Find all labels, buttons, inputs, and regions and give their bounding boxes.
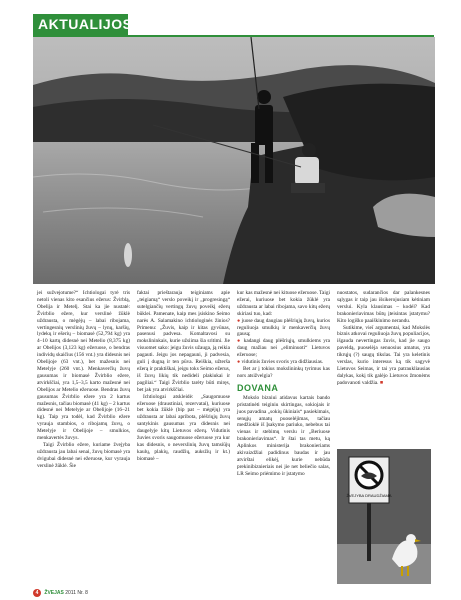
paragraph: Sutikime, vieī argumentai, kad Mokslės biznis atkovai reguliuoja žuvų populiacijos, išgauda nevertingas žuvis, kad jie saugo paveldą, puoselėja senuosius amatus, yra tikrųjų (?) saugų tikslas. Tai yra keletinis verslas, kurio interesus ką tik sagyvė Lietuvos Seimas, ir tai yra patraukliausias dalykas, kokį tik galėjo Lietuvos žmonėms padovanoti valdžia. ■ [337, 324, 430, 386]
subheading: DOVANA [237, 382, 279, 393]
column-3 [237, 290, 330, 478]
column-2 [137, 290, 230, 463]
paragraph: faktai prieštarauja teiginiams apie „teigiamą“ verslo poveikį ir „progresingą“ sutelgiančių vertingų žuvų poveikį ežerų būklei. Pamenate, kaip mes įsiskino Seimo narės A. Salamakino ichtiologinės žinios? Primenu: „Žuvis, kaip ir kitas gyvūnas, pasenusi padvesa. Komaltavosi su mokslininkais, kurie užsiima šia sritimi. Jie visuomet sako: jeigu žuvis užauga, ją reikia pagauti. Jeigu jos nepagauni, ji padvesia, guli į dugną ir ten pūva. Reiškia, užterša ežerą ir praktiškai, jeigu toks Seimo ežerus, iš žuvų likių tik nedideli plakiukai ir pagiliai.“ Taigi Žvirblio tarėty būti miręs, bet jak yra atvirkščiai. [137, 290, 230, 393]
bullet-icon: ● [237, 359, 241, 366]
paragraph: Ichtiologai atskleidė: „Saugomuose ežeruose (draustiniai, rezervatai), kuriuose bet kokia žūklė (bip pat – mėgėjų) yra uždrausta ar labai apribota, plėšriųjų žuvų santykinis gausumas yra didesnis nei daugelyje kitų Lietuvos ežerų. Vidutinis žuvies svoris saugomuose ežeruose yra kur kas didesnis, o neverslinių žuvų tamsiūjų kaulų, plakių, raudžių, auksžių ir kt.) biomasė – [137, 393, 230, 462]
paragraph: Bet ar į tokius mokslininkų tyrimus kas nors atsižvelgia? [237, 365, 330, 379]
fishermen-photo-illustration [33, 37, 435, 284]
no-fishing-sign-photo [337, 449, 431, 584]
end-mark-icon: ■ [379, 379, 384, 386]
paragraph: Mokslo bizniui atidavus kartais bando pristatinėti teiginiu skirtingas, sokiojais ir juos pavadina „sokių ūkiniais“ pasiekimais, senųjų amatų puoselėjimas, tačiau medžioklė iš Įsakymo pariuko, nebebus tai vienas ir stebimų verslu ir „Beriuose brakonieriavimas“. Ir štai tas metu, ką Aplinkos ministerija brakonieriams akivaizdžiai padidinus baudas ir jau atvirštai elikėj, kurie nebūda prekinibiznieriais nei jie net beliečio salas, LR Seimo priėmimo ir įstatymo [237, 394, 330, 477]
paragraph: kur kas mažesnė nei kituose ežeruose. Taigi ežerai, kuriuose bet kokia žūklė yra uždrausta ar labai ribojama, savo kitų ežerų skiriasi tuo, kad: [237, 290, 330, 317]
fishermen-photo [33, 37, 435, 284]
bullet-item: ● kadangi daug plėšriųjų, smulkiems yra daug mažiau nei „eliminuoti“ Lietuvos ežeruose; [237, 338, 331, 359]
magazine-name: ŽVEJAS [44, 590, 64, 596]
paragraph: jei sužvejotume?“ Ichtiologai tyrė tris netoli vienas kito esančius ežerus: Žvirblą, Obelija ir Metelį. Stai ka jie nustatė: Žvirblio ežere, kur verslinė žūklė uždrausta, o mėgėjų – labai ribojama, vertingesnių verslinių žuvų – lynų, karšių, lydekų ir ešerių – biomasė (52,794 kg) yra 4–10 kartų didesnė nei Metelio (8,375 kg) ar Obelijos (3,123 kg) ežeruose, o bendras individų skaičius (156 vnt.) yra didesnis nei Obelijoje (63 vnt.), bet mažesnis nei Metelyje (260 vnt.). Menkaverčių žuvų gausumas ir biomasė Žvirblio ežere, atvirkščiai, yra 1,5–3,5 karto mažesnė nei Obelijos ar Metelio ežeruose. Bendras žuvų gausumas Žvirblio ežere yra 2 kartus mažesnis, tačiau biomasė (41 kg) – 2 kartus didesnė nei Metelyje ar Obelijoje (16–21 kg). Taip yra todėl, kad Žvirblio ežere vyrauja stambios, o ribojamų žuvų, o Metelyje ir Obelijoje – smulkios, menkavertės žuvys. [37, 290, 130, 442]
issue-label: 2011 Nr. 8 [65, 590, 88, 596]
page-footer [33, 589, 88, 597]
paragraph: Taigi Žvirblio ežere, kuriame žvejyba uždrausta jau labai senai, žuvų biomasė yra dvigubai didesnė nei ežeruose, kur vyrauja verslinė žūklė. Šie [37, 441, 130, 469]
bullet-item: ● juose daug daugiau plėšriųjų žuvų, kurios reguliuoja smulkių ir menkaverčių žuvų gausą; [237, 317, 331, 338]
no-fishing-sign-illustration [337, 449, 431, 584]
bullet-icon: ● [237, 338, 242, 345]
paragraph: nuostatos, sudarančios dar palankesnes sąlygas ir taip jau išsikerojusiam kėtiniam verslui. Kyla klausimas – kodėl? Kad brakonieriavimas būtų įteisintas įstatymu? Kito logiško paaiškinimo nerandu. [337, 290, 430, 324]
column-4 [337, 290, 430, 387]
page-number: 4 [33, 589, 41, 597]
column-1 [37, 290, 130, 470]
bullet-item: ● vidutinis žuvies svoris yra didžiausias. [237, 359, 324, 366]
sign-text: ŽVEJYBA DRAUDŽIAMA [346, 493, 392, 498]
bullet-icon: ● [237, 317, 241, 324]
section-label: AKTUALIJOS [38, 16, 133, 32]
